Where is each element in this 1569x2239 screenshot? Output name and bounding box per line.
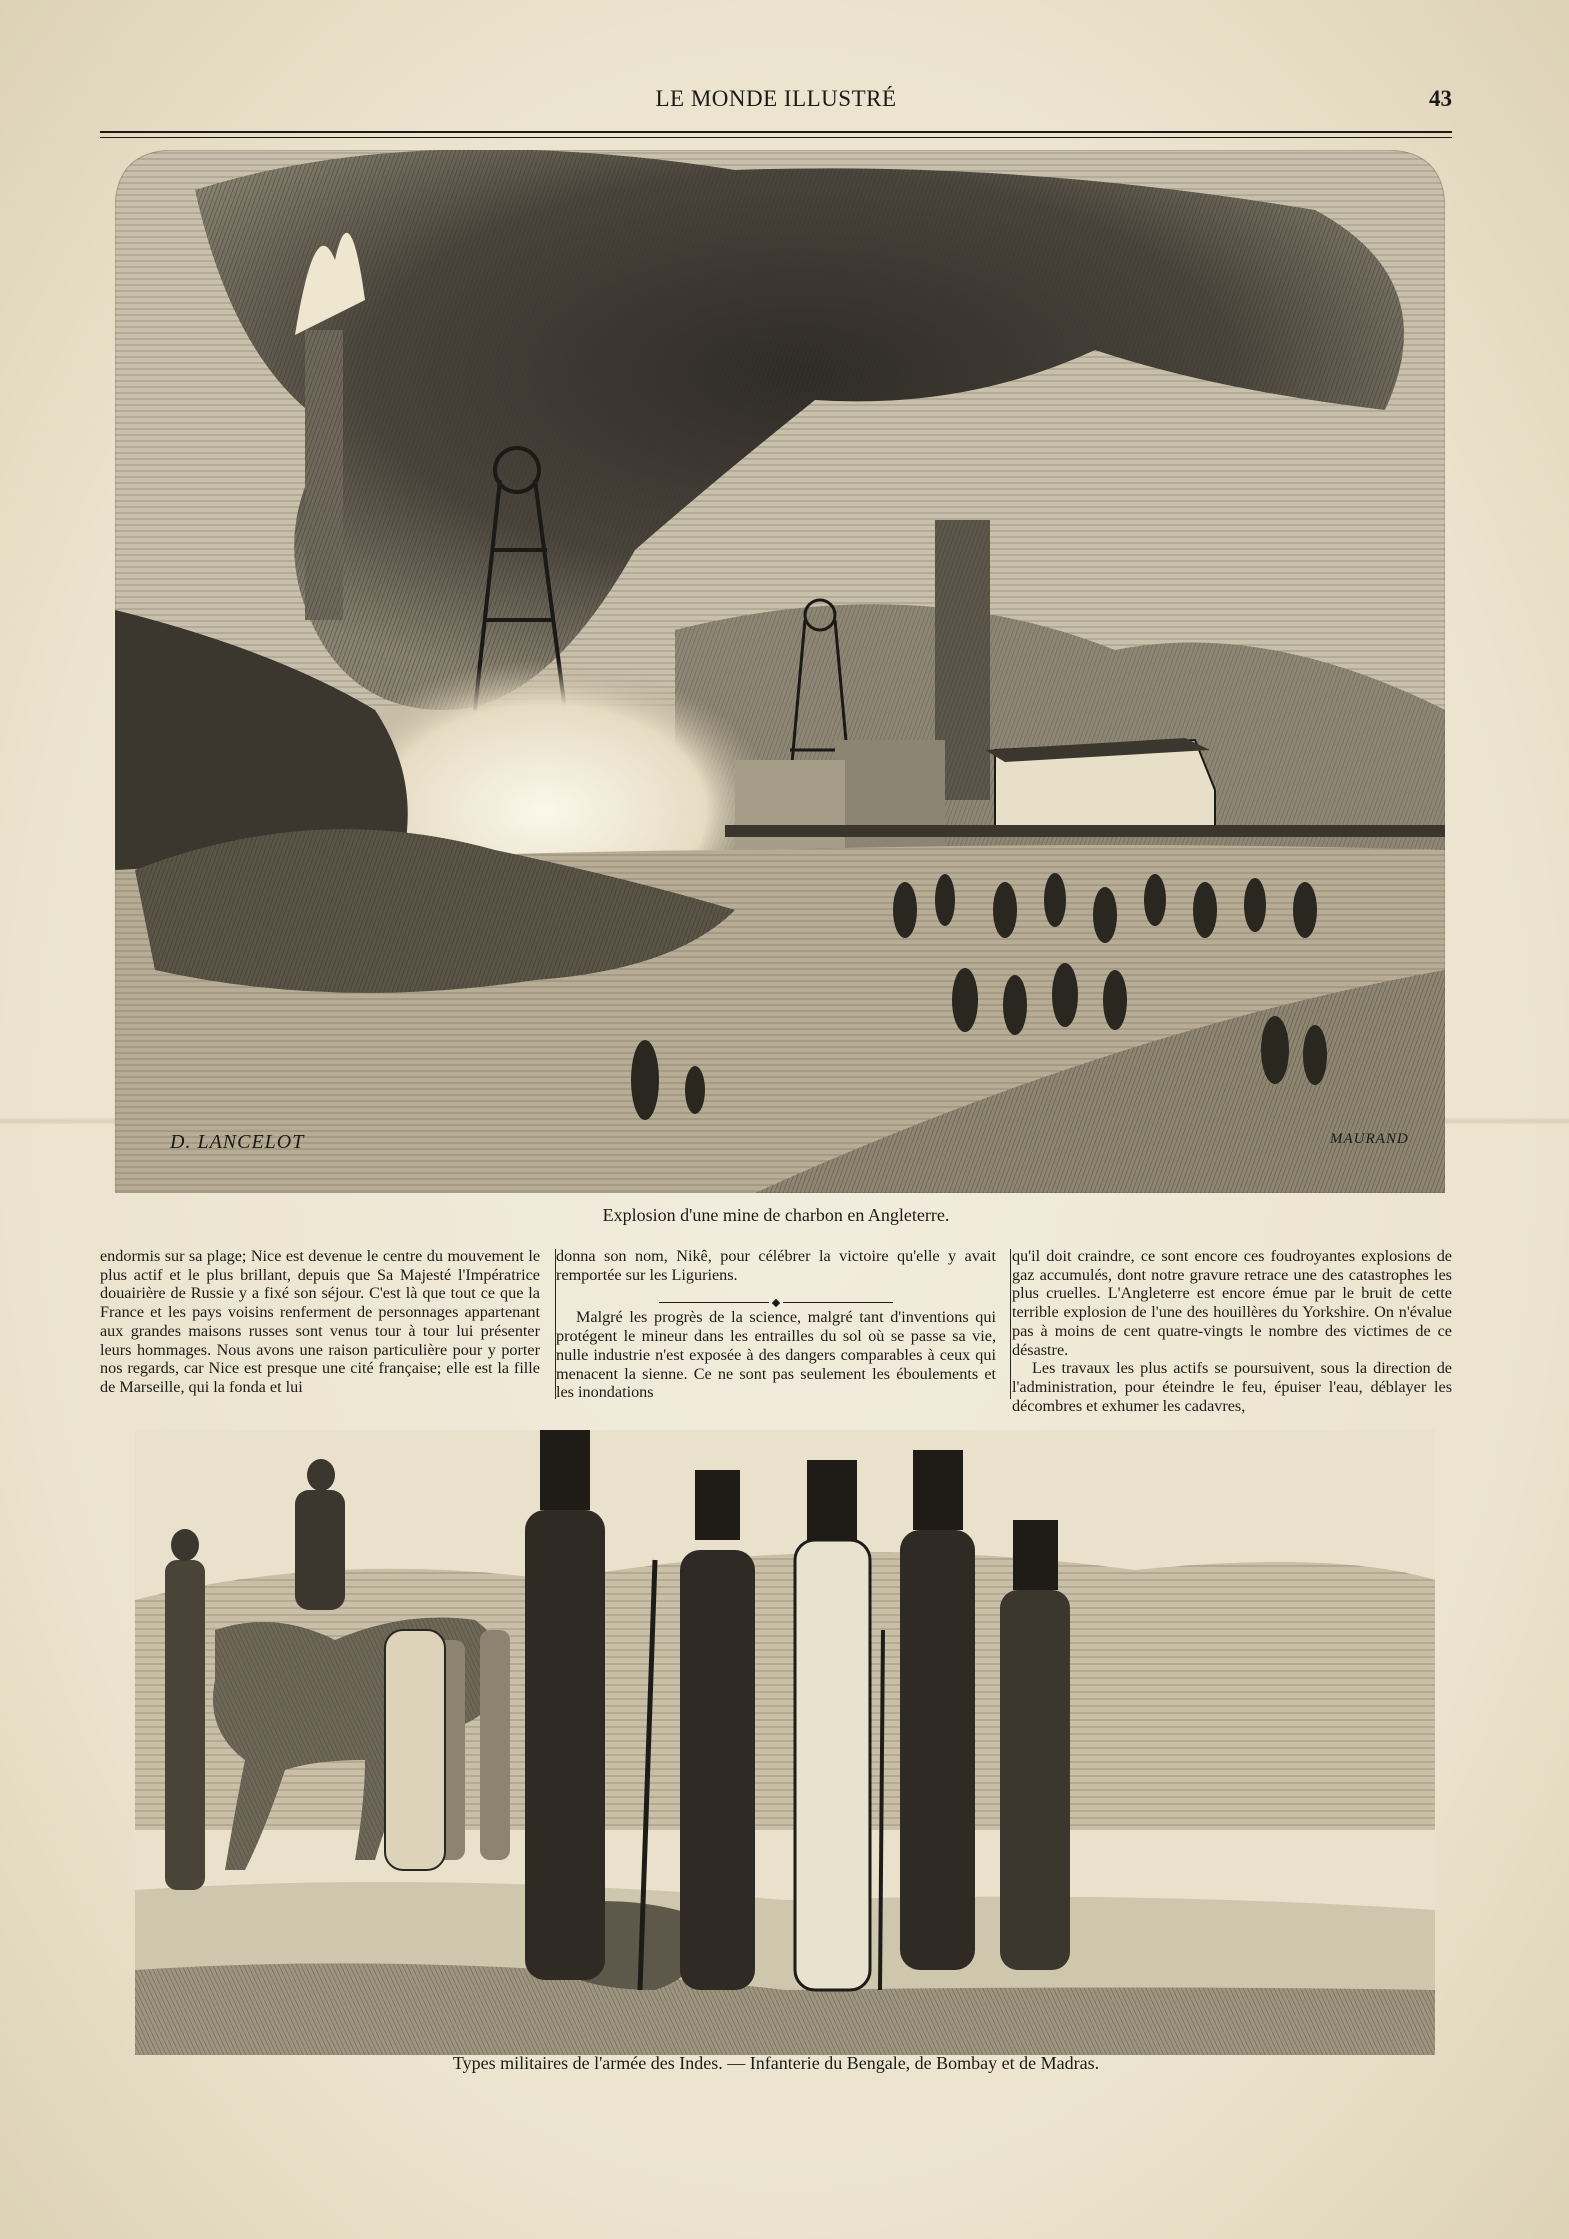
column-2-text-top: donna son nom, Nikê, pour célébrer la victoire qu'elle y avait remportée sur les Liguriens. [556,1247,996,1284]
header-rule [100,131,1452,133]
masthead: LE MONDE ILLUSTRÉ [655,86,897,111]
page-header [100,84,1452,124]
indian-army-illustration [135,1430,1435,2055]
article-columns [100,1247,1452,1415]
article-column-3 [1012,1247,1452,1415]
engraver-signature-left: D. LANCELOT [170,1131,305,1153]
article-column-1 [100,1247,540,1397]
page-number: 43 [1429,86,1452,111]
engraver-signature-right: MAURAND [1330,1131,1409,1147]
colliery-explosion-engraving [115,150,1445,1193]
bottom-illustration-caption: Types militaires de l'armée des Indes. — Infanterie du Bengale, de Bombay et de Madras. [452,2053,1100,2073]
column-3-text-bottom: Les travaux les plus actifs se poursuivent, sous la direction de l'administration, pour éteindre le feu, épuiser l'eau, déblayer les décombres et exhumer les cadavres, [1012,1359,1452,1415]
column-rule-2 [1010,1249,1011,1399]
top-illustration-caption: Explosion d'une mine de charbon en Angleterre. [602,1205,950,1225]
section-ornament [556,1292,996,1302]
column-3-text-top: qu'il doit craindre, ce sont encore ces foudroyantes explosions de gaz accumulés, dont notre gravure retrace une des catastrophes les plus cruelles. L'Angleterre est encore émue par le bruit de cette terrible explosion de l'une des houillères du Yorkshire. On n'évalue pas à moins de cent quatre-vingts le nombre des victimes de ce désastre. [1012,1247,1452,1359]
indian-army-engraving [135,1430,1435,2055]
article-column-2 [556,1247,996,1402]
column-2-text-bottom: Malgré les progrès de la science, malgré tant d'inventions qui protégent le mineur dans les entrailles du sol où se passe sa vie, nulle industrie n'est exposée à des dangers comparables à ceux qui menacent la sienne. Ce ne sont pas seulement les éboulements et les inondations [556,1308,996,1402]
header-rule-thin [100,137,1452,138]
column-1-text: endormis sur sa plage; Nice est devenue le centre du mouvement le plus actif et le plus brillant, depuis que Sa Majesté l'Impératrice douairière de Russie y a fixé son séjour. C'est là que tout ce que la France et les pays voisins renferment de personnages appartenant aux grandes maisons russes sont venus tour à tour lui présenter leurs hommages. Nous avons une raison particulière pour y porter nos regards, car Nice est presque une cité française; elle est la fille de Marseille, qui la fonda et lui [100,1247,540,1396]
colliery-explosion-illustration [115,150,1445,1193]
